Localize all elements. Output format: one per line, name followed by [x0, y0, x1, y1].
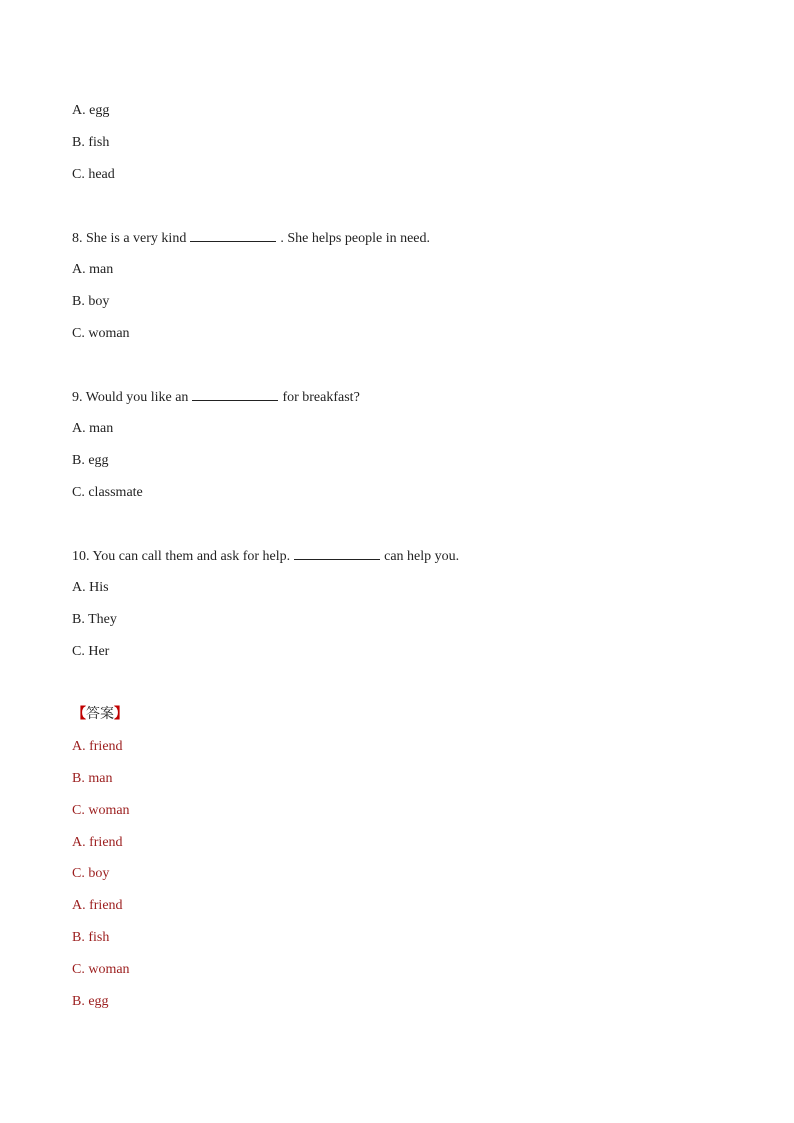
question-10 [72, 547, 459, 566]
answer-item-4: A. friend [72, 835, 123, 850]
answer-item-8: C. woman [72, 962, 130, 977]
q7-option-a: A. egg [72, 103, 110, 118]
answer-heading [72, 705, 128, 723]
q9-option-b: B. egg [72, 453, 109, 468]
q10-option-c: C. Her [72, 644, 110, 659]
answer-item-5: C. boy [72, 866, 110, 881]
q10-option-a: A. His [72, 580, 109, 595]
question-9 [72, 388, 360, 407]
q7-option-c: C. head [72, 167, 115, 182]
answer-bracket-close: 】 [114, 706, 128, 722]
answer-label: 答案 [86, 706, 114, 722]
q10-text-before: 10. You can call them and ask for help. [72, 549, 291, 564]
q9-option-c: C. classmate [72, 485, 143, 500]
answer-item-1: A. friend [72, 739, 123, 754]
q9-text-before: 9. Would you like an [72, 390, 189, 405]
q9-text-after: for breakfast? [282, 390, 360, 405]
q9-blank [192, 388, 278, 401]
answer-item-6: A. friend [72, 898, 123, 913]
q8-option-a: A. man [72, 262, 114, 277]
q8-text-before: 8. She is a very kind [72, 231, 187, 246]
q8-option-b: B. boy [72, 294, 110, 309]
q9-option-a: A. man [72, 421, 114, 436]
answer-item-3: C. woman [72, 803, 130, 818]
q8-blank [190, 229, 276, 242]
answer-item-2: B. man [72, 771, 113, 786]
q10-blank [294, 547, 380, 560]
answer-item-9: B. egg [72, 994, 109, 1009]
q8-text-after: . She helps people in need. [280, 231, 431, 246]
q10-option-b: B. They [72, 612, 117, 627]
question-8 [72, 229, 430, 248]
q7-option-b: B. fish [72, 135, 110, 150]
answer-item-7: B. fish [72, 930, 110, 945]
q8-option-c: C. woman [72, 326, 130, 341]
q10-text-after: can help you. [384, 549, 460, 564]
answer-bracket-open: 【 [72, 706, 86, 722]
